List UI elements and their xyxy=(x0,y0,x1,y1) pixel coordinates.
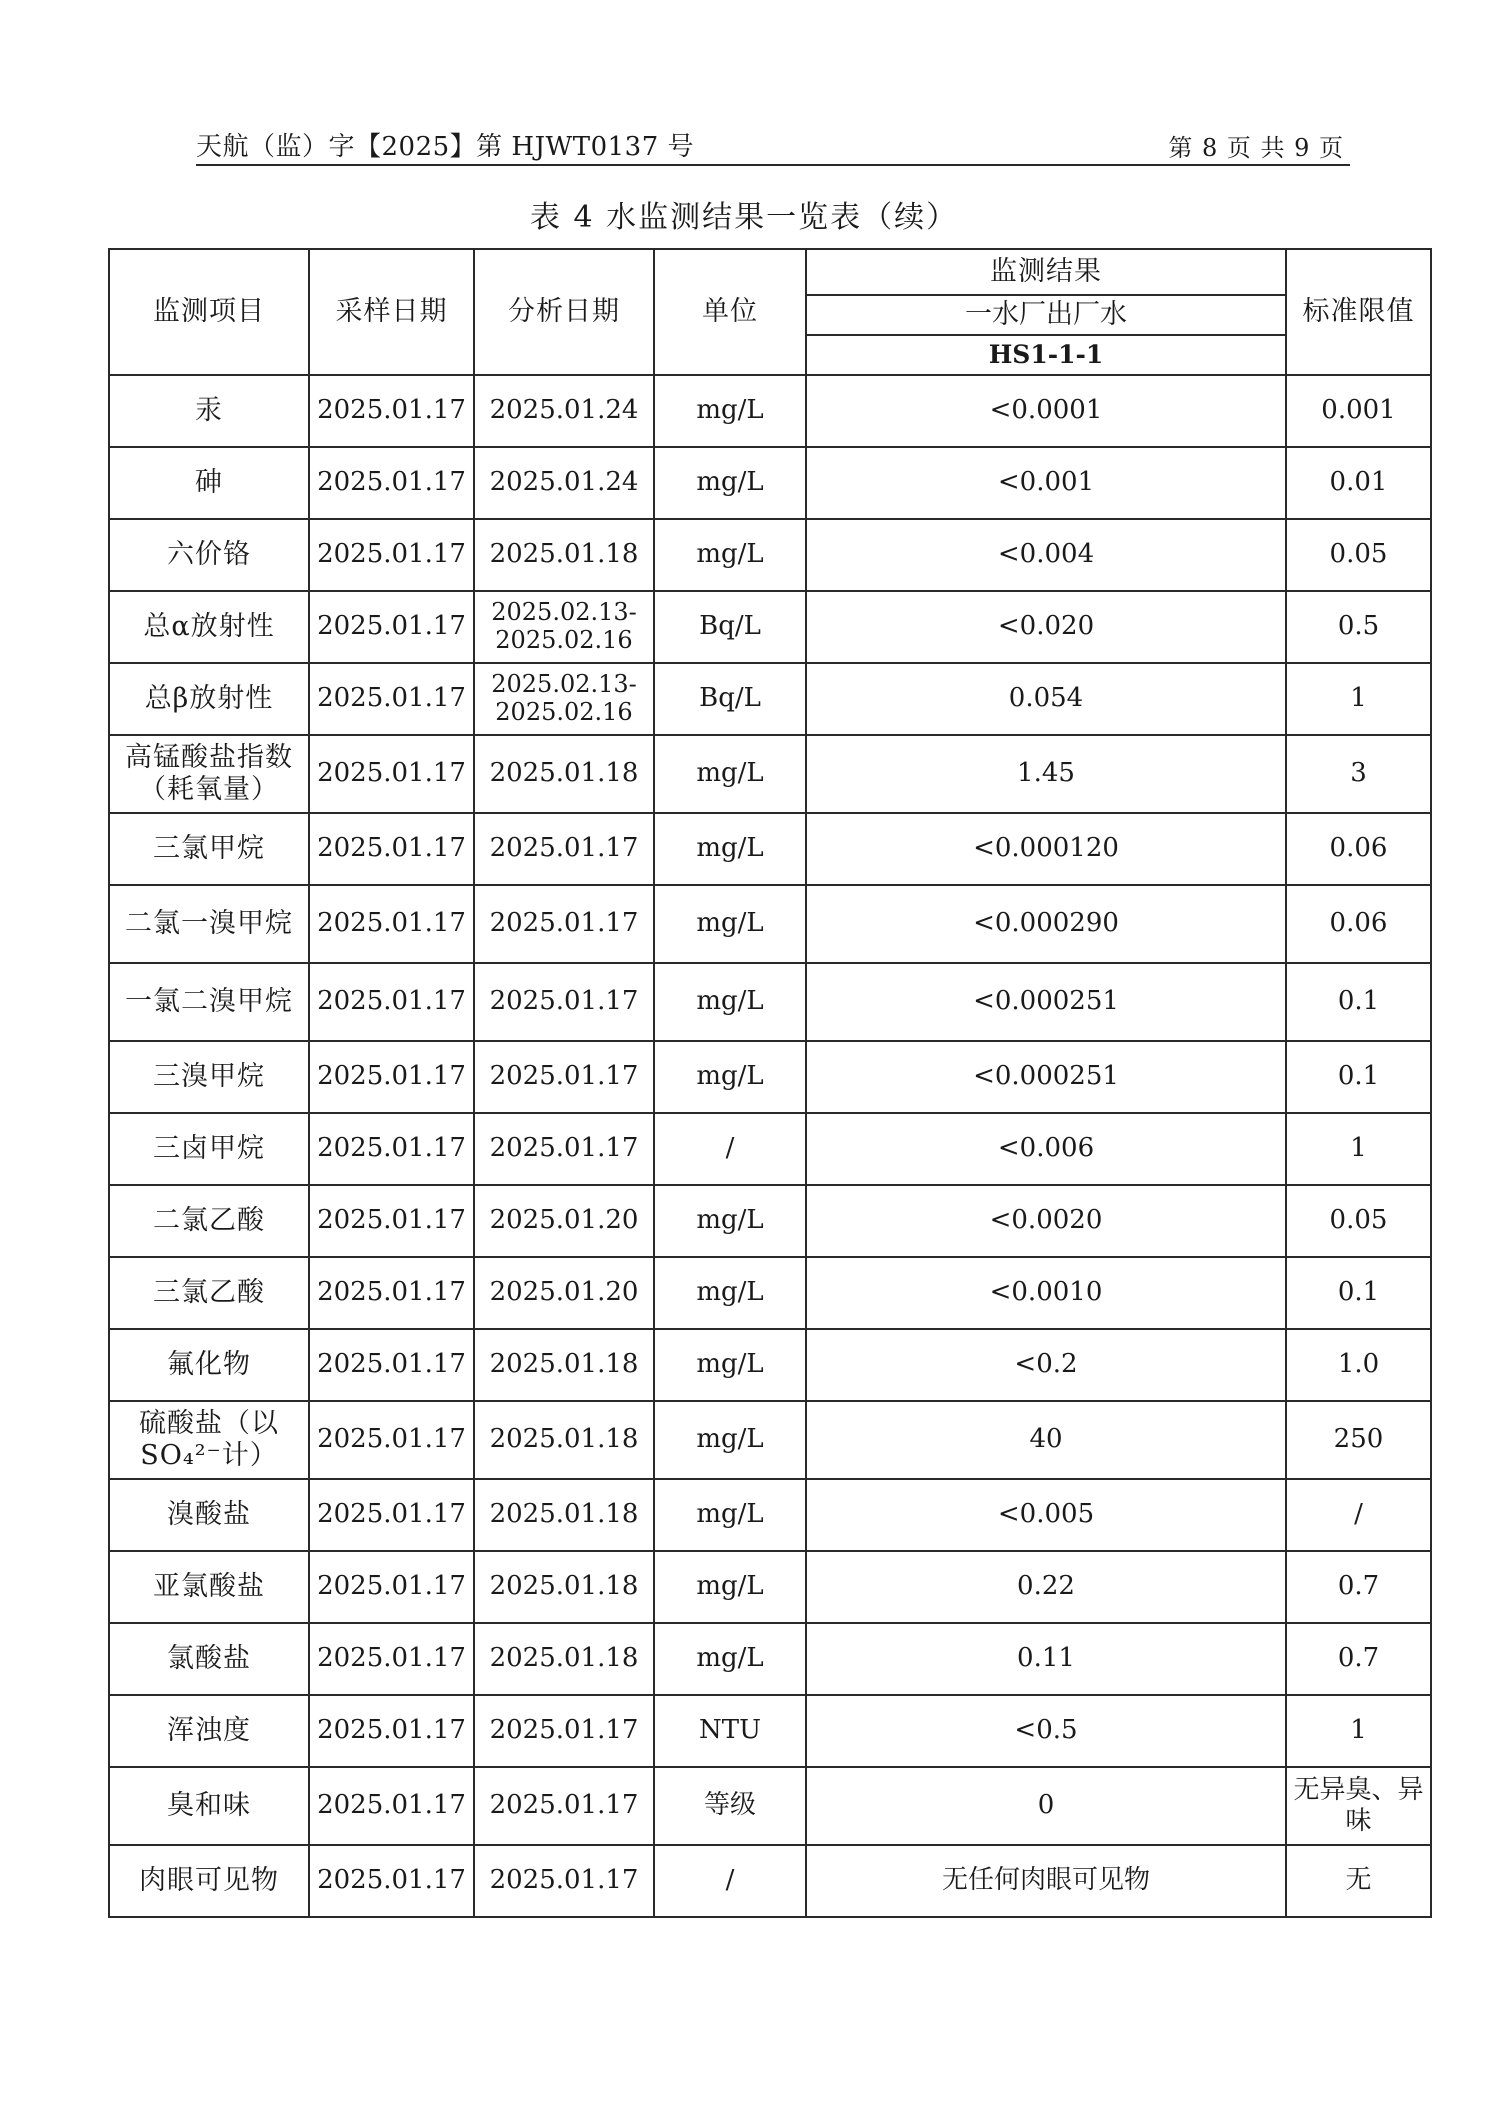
cell-unit: mg/L xyxy=(654,375,806,447)
cell-limit: 无 xyxy=(1286,1845,1431,1917)
column-header-site-code: HS1-1-1 xyxy=(806,335,1286,375)
cell-unit: mg/L xyxy=(654,1623,806,1695)
cell-analysis-date: 2025.01.18 xyxy=(474,735,654,813)
cell-sample-date: 2025.01.17 xyxy=(309,735,474,813)
cell-unit: mg/L xyxy=(654,1329,806,1401)
cell-analysis-date: 2025.02.13-2025.02.16 xyxy=(474,591,654,663)
cell-unit: NTU xyxy=(654,1695,806,1767)
cell-limit: 无异臭、异味 xyxy=(1286,1767,1431,1845)
cell-limit: 3 xyxy=(1286,735,1431,813)
cell-item: 六价铬 xyxy=(109,519,309,591)
cell-result: <0.000251 xyxy=(806,1041,1286,1113)
table-title: 表 4 水监测结果一览表（续） xyxy=(529,200,959,235)
cell-result: <0.001 xyxy=(806,447,1286,519)
cell-sample-date: 2025.01.17 xyxy=(309,1551,474,1623)
table-row xyxy=(109,1257,1431,1329)
cell-limit: 0.05 xyxy=(1286,519,1431,591)
cell-result: <0.000120 xyxy=(806,813,1286,885)
cell-result: 0.054 xyxy=(806,663,1286,735)
column-header-unit: 单位 xyxy=(654,249,806,375)
cell-result: 1.45 xyxy=(806,735,1286,813)
cell-sample-date: 2025.01.17 xyxy=(309,663,474,735)
cell-result: <0.000251 xyxy=(806,963,1286,1041)
cell-sample-date: 2025.01.17 xyxy=(309,1695,474,1767)
cell-item: 肉眼可见物 xyxy=(109,1845,309,1917)
cell-item: 二氯一溴甲烷 xyxy=(109,885,309,963)
cell-item: 氯酸盐 xyxy=(109,1623,309,1695)
cell-analysis-date: 2025.01.17 xyxy=(474,1767,654,1845)
cell-analysis-date: 2025.01.18 xyxy=(474,1401,654,1479)
cell-unit: Bq/L xyxy=(654,663,806,735)
cell-sample-date: 2025.01.17 xyxy=(309,1041,474,1113)
cell-analysis-date: 2025.01.20 xyxy=(474,1185,654,1257)
cell-item: 氟化物 xyxy=(109,1329,309,1401)
table-row xyxy=(109,663,1431,735)
table-row xyxy=(109,519,1431,591)
cell-unit: mg/L xyxy=(654,1551,806,1623)
cell-limit: 250 xyxy=(1286,1401,1431,1479)
cell-item: 臭和味 xyxy=(109,1767,309,1845)
cell-limit: 0.1 xyxy=(1286,1257,1431,1329)
cell-sample-date: 2025.01.17 xyxy=(309,591,474,663)
cell-item: 高锰酸盐指数（耗氧量） xyxy=(109,735,309,813)
cell-unit: / xyxy=(654,1845,806,1917)
cell-sample-date: 2025.01.17 xyxy=(309,1401,474,1479)
cell-unit: mg/L xyxy=(654,1479,806,1551)
cell-item: 汞 xyxy=(109,375,309,447)
cell-result: <0.0020 xyxy=(806,1185,1286,1257)
cell-item: 一氯二溴甲烷 xyxy=(109,963,309,1041)
cell-limit: 0.7 xyxy=(1286,1551,1431,1623)
cell-sample-date: 2025.01.17 xyxy=(309,447,474,519)
table-row xyxy=(109,1185,1431,1257)
table-row xyxy=(109,1695,1431,1767)
cell-analysis-date: 2025.01.18 xyxy=(474,519,654,591)
cell-analysis-date: 2025.01.24 xyxy=(474,375,654,447)
table-row xyxy=(109,1767,1431,1845)
column-header-analysis-date: 分析日期 xyxy=(474,249,654,375)
cell-sample-date: 2025.01.17 xyxy=(309,1257,474,1329)
cell-unit: mg/L xyxy=(654,447,806,519)
cell-analysis-date: 2025.01.17 xyxy=(474,1845,654,1917)
cell-limit: 0.06 xyxy=(1286,813,1431,885)
cell-analysis-date: 2025.02.13-2025.02.16 xyxy=(474,663,654,735)
cell-unit: mg/L xyxy=(654,1401,806,1479)
column-header-sample-date: 采样日期 xyxy=(309,249,474,375)
cell-result: 0 xyxy=(806,1767,1286,1845)
cell-result: 40 xyxy=(806,1401,1286,1479)
cell-unit: mg/L xyxy=(654,813,806,885)
column-header-item: 监测项目 xyxy=(109,249,309,375)
cell-item: 总α放射性 xyxy=(109,591,309,663)
cell-sample-date: 2025.01.17 xyxy=(309,519,474,591)
cell-item: 硫酸盐（以SO₄²⁻计） xyxy=(109,1401,309,1479)
table-row xyxy=(109,1551,1431,1623)
cell-sample-date: 2025.01.17 xyxy=(309,1845,474,1917)
cell-analysis-date: 2025.01.18 xyxy=(474,1329,654,1401)
cell-analysis-date: 2025.01.24 xyxy=(474,447,654,519)
cell-item: 三溴甲烷 xyxy=(109,1041,309,1113)
cell-unit: / xyxy=(654,1113,806,1185)
table-row xyxy=(109,963,1431,1041)
cell-unit: Bq/L xyxy=(654,591,806,663)
cell-analysis-date: 2025.01.17 xyxy=(474,1113,654,1185)
table-row xyxy=(109,375,1431,447)
cell-limit: 1.0 xyxy=(1286,1329,1431,1401)
cell-sample-date: 2025.01.17 xyxy=(309,885,474,963)
cell-unit: mg/L xyxy=(654,963,806,1041)
cell-unit: mg/L xyxy=(654,735,806,813)
table-row xyxy=(109,1329,1431,1401)
cell-limit: 0.06 xyxy=(1286,885,1431,963)
cell-result: <0.020 xyxy=(806,591,1286,663)
cell-sample-date: 2025.01.17 xyxy=(309,963,474,1041)
table-row xyxy=(109,1845,1431,1917)
cell-analysis-date: 2025.01.18 xyxy=(474,1479,654,1551)
cell-item: 浑浊度 xyxy=(109,1695,309,1767)
cell-result: <0.006 xyxy=(806,1113,1286,1185)
table-row xyxy=(109,735,1431,813)
cell-item: 总β放射性 xyxy=(109,663,309,735)
table-row xyxy=(109,1401,1431,1479)
cell-unit: mg/L xyxy=(654,885,806,963)
cell-analysis-date: 2025.01.18 xyxy=(474,1623,654,1695)
cell-result: 0.11 xyxy=(806,1623,1286,1695)
cell-sample-date: 2025.01.17 xyxy=(309,1479,474,1551)
cell-unit: mg/L xyxy=(654,1041,806,1113)
cell-result: <0.0001 xyxy=(806,375,1286,447)
cell-item: 砷 xyxy=(109,447,309,519)
cell-sample-date: 2025.01.17 xyxy=(309,813,474,885)
results-table xyxy=(108,248,1432,1918)
page-header xyxy=(196,122,1350,166)
cell-sample-date: 2025.01.17 xyxy=(309,1113,474,1185)
cell-item: 三氯甲烷 xyxy=(109,813,309,885)
cell-result: <0.004 xyxy=(806,519,1286,591)
cell-unit: mg/L xyxy=(654,1257,806,1329)
cell-item: 二氯乙酸 xyxy=(109,1185,309,1257)
cell-limit: 0.01 xyxy=(1286,447,1431,519)
column-header-limit: 标准限值 xyxy=(1286,249,1431,375)
cell-result: <0.000290 xyxy=(806,885,1286,963)
cell-sample-date: 2025.01.17 xyxy=(309,1623,474,1695)
table-row xyxy=(109,1623,1431,1695)
column-header-result: 监测结果 xyxy=(806,249,1286,295)
cell-unit: mg/L xyxy=(654,1185,806,1257)
cell-unit: mg/L xyxy=(654,519,806,591)
cell-result: 无任何肉眼可见物 xyxy=(806,1845,1286,1917)
cell-limit: 1 xyxy=(1286,1113,1431,1185)
cell-limit: 1 xyxy=(1286,663,1431,735)
cell-limit: 0.1 xyxy=(1286,1041,1431,1113)
table-row xyxy=(109,813,1431,885)
cell-item: 三卤甲烷 xyxy=(109,1113,309,1185)
cell-analysis-date: 2025.01.17 xyxy=(474,885,654,963)
cell-sample-date: 2025.01.17 xyxy=(309,1329,474,1401)
table-row xyxy=(109,1113,1431,1185)
cell-result: <0.0010 xyxy=(806,1257,1286,1329)
cell-limit: / xyxy=(1286,1479,1431,1551)
table-row xyxy=(109,1479,1431,1551)
cell-limit: 0.5 xyxy=(1286,591,1431,663)
cell-item: 亚氯酸盐 xyxy=(109,1551,309,1623)
page-number: 第 8 页 共 9 页 xyxy=(1168,134,1344,162)
cell-result: 0.22 xyxy=(806,1551,1286,1623)
cell-result: <0.005 xyxy=(806,1479,1286,1551)
cell-sample-date: 2025.01.17 xyxy=(309,1767,474,1845)
cell-analysis-date: 2025.01.20 xyxy=(474,1257,654,1329)
cell-analysis-date: 2025.01.17 xyxy=(474,813,654,885)
cell-item: 溴酸盐 xyxy=(109,1479,309,1551)
cell-sample-date: 2025.01.17 xyxy=(309,1185,474,1257)
cell-limit: 1 xyxy=(1286,1695,1431,1767)
cell-result: <0.5 xyxy=(806,1695,1286,1767)
results-table-body xyxy=(109,375,1431,1917)
table-row xyxy=(109,885,1431,963)
table-row xyxy=(109,1041,1431,1113)
table-row xyxy=(109,591,1431,663)
column-header-site: 一水厂出厂水 xyxy=(806,295,1286,335)
cell-analysis-date: 2025.01.17 xyxy=(474,1041,654,1113)
cell-limit: 0.05 xyxy=(1286,1185,1431,1257)
cell-result: <0.2 xyxy=(806,1329,1286,1401)
results-table-container xyxy=(108,248,1430,1918)
cell-limit: 0.7 xyxy=(1286,1623,1431,1695)
table-row xyxy=(109,447,1431,519)
cell-limit: 0.1 xyxy=(1286,963,1431,1041)
cell-item: 三氯乙酸 xyxy=(109,1257,309,1329)
report-number: 天航（监）字【2025】第 HJWT0137 号 xyxy=(196,132,695,162)
cell-analysis-date: 2025.01.18 xyxy=(474,1551,654,1623)
cell-limit: 0.001 xyxy=(1286,375,1431,447)
cell-sample-date: 2025.01.17 xyxy=(309,375,474,447)
cell-analysis-date: 2025.01.17 xyxy=(474,1695,654,1767)
cell-analysis-date: 2025.01.17 xyxy=(474,963,654,1041)
cell-unit: 等级 xyxy=(654,1767,806,1845)
